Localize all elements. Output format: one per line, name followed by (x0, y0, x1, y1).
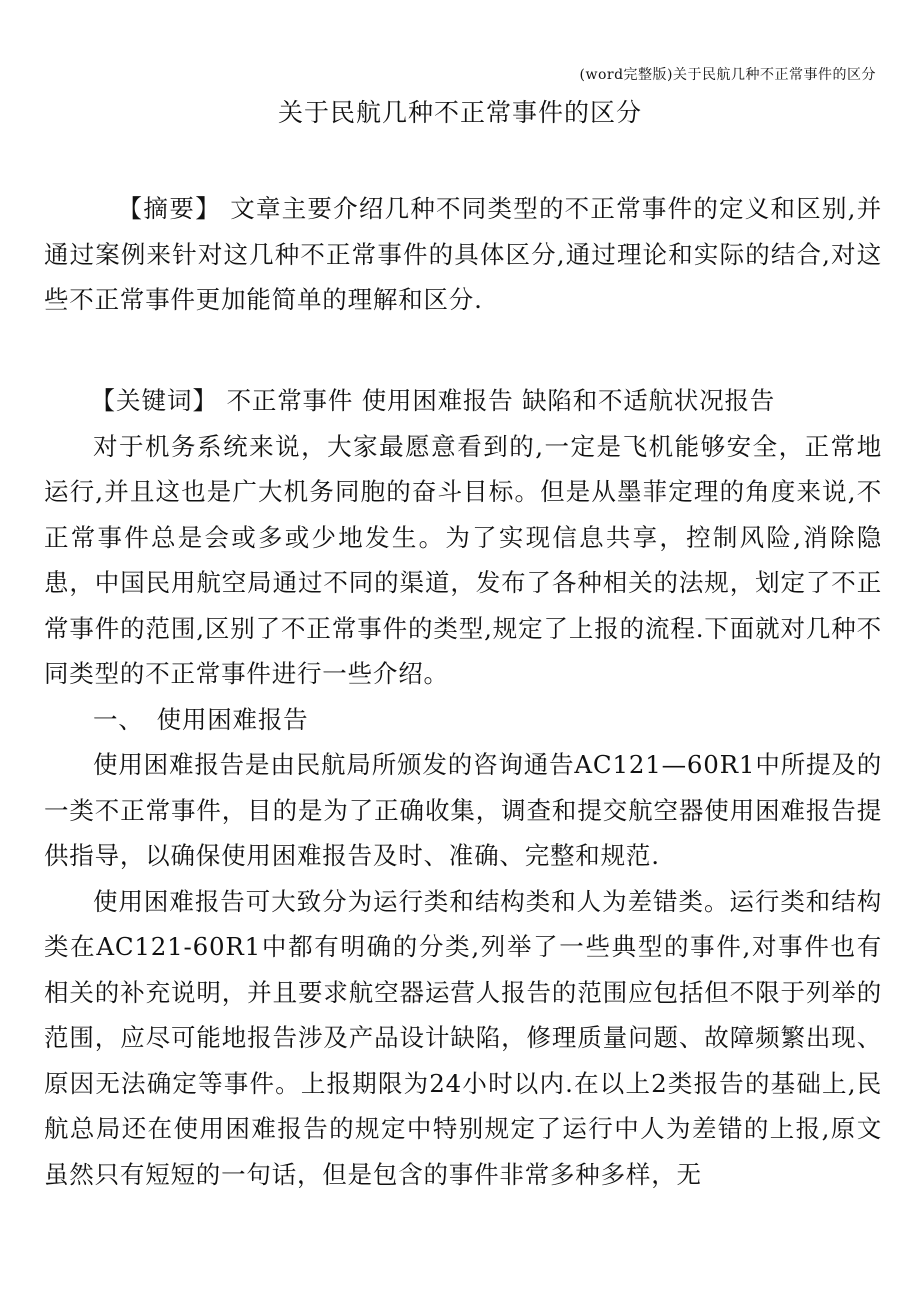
body-paragraph: 使用困难报告是由民航局所颁发的咨询通告AC121—60R1中所提及的一类不正常事件，目的是为了正确收集，调查和提交航空器使用困难报告提供指导，以确保使用困难报告及时、准确、完整和规范. (44, 750, 882, 870)
keywords-text: 不正常事件 使用困难报告 缺陷和不适航状况报告 (218, 386, 776, 415)
document-title: 关于民航几种不正常事件的区分 (277, 98, 642, 127)
intro-paragraph: 对于机务系统来说，大家最愿意看到的,一定是飞机能够安全，正常地运行,并且这也是广大机务同胞的奋斗目标。但是从墨菲定理的角度来说,不正常事件总是会或多或少地发生。为了实现信息共享，控制风险,消除隐患，中国民用航空局通过不同的渠道，发布了各种相关的法规，划定了不正常事件的范围,区别了不正常事件的类型,规定了上报的流程.下面就对几种不同类型的不正常事件进行一些介绍。 (44, 431, 882, 688)
abstract-block (44, 186, 882, 323)
abstract-label: 【摘要】 (117, 194, 222, 223)
body-paragraph: 使用困难报告可大致分为运行类和结构类和人为差错类。运行类和结构类在AC121-60R1中都有明确的分类,列举了一些典型的事件,对事件也有相关的补充说明，并且要求航空器运营人报告的范围应包括但不限于列举的范围，应尽可能地报告涉及产品设计缺陷，修理质量问题、故障频繁出现、原因无法确定等事件。上报期限为24小时以内.在以上2类报告的基础上,民航总局还在使用困难报告的规定中特别规定了运行中人为差错的上报,原文虽然只有短短的一句话，但是包含的事件非常多种多样，无 (44, 886, 882, 1189)
abstract-text: 文章主要介绍几种不同类型的不正常事件的定义和区别,并通过案例来针对这几种不正常事件的具体区分,通过理论和实际的结合,对这些不正常事件更加能简单的理解和区分. (44, 194, 882, 314)
running-header: (word完整版)关于民航几种不正常事件的区分 (579, 67, 876, 83)
keywords-label: 【关键词】 (90, 386, 219, 415)
abstract-paragraph (44, 186, 882, 323)
main-body (44, 378, 882, 1197)
keywords-paragraph (44, 378, 882, 424)
section-heading: 一、 使用困难报告 (93, 704, 309, 734)
